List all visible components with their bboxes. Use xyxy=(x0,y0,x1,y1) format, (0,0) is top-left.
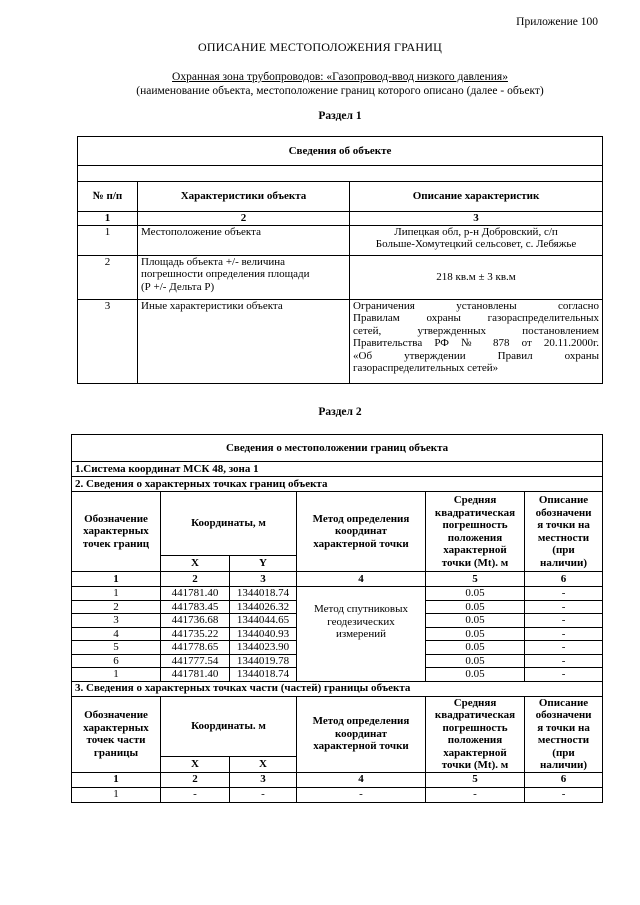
method-line: геодезических xyxy=(327,615,395,628)
table-row xyxy=(72,787,603,802)
char-line: Площадь объекта +/- величина xyxy=(141,255,286,268)
desc-line: Липецкая обл, р-н Добровский, с/п xyxy=(394,225,558,238)
point-desc: - xyxy=(525,668,603,682)
index-cell: 4 xyxy=(297,772,426,787)
index-cell: 5 xyxy=(426,572,525,587)
spacer-row xyxy=(78,166,603,182)
object-info-table-title: Сведения об объекте xyxy=(78,137,603,166)
row-num: 3 xyxy=(78,299,138,383)
method-line: измерений xyxy=(336,628,386,640)
point-x: 441736.68 xyxy=(161,614,230,628)
appendix-label: Приложение 100 xyxy=(516,16,598,28)
header-line: характерной точки xyxy=(313,537,409,550)
header-line: погрешность xyxy=(442,721,508,734)
row-char: Местоположение объекта xyxy=(138,225,350,255)
index-cell: 1 xyxy=(72,772,161,787)
boundary-table-title: Сведения о местоположении границ объекта xyxy=(72,435,603,462)
point-x: 441778.65 xyxy=(161,641,230,655)
index-cell: 3 xyxy=(350,212,603,226)
point-x: 441777.54 xyxy=(161,654,230,668)
index-cell: 6 xyxy=(525,572,603,587)
header-line: координат xyxy=(334,727,388,740)
object-name: Охранная зона трубопроводов: «Газопровод-ввод низкого давления» xyxy=(172,71,508,83)
header-line: погрешность xyxy=(442,519,508,531)
desc-line: «Об утверждении Правил охраны xyxy=(353,349,600,362)
point-name: 2 xyxy=(72,600,161,614)
index-cell: 3 xyxy=(230,772,297,787)
header-line: Средняя xyxy=(453,494,497,506)
parts-col-desc-header xyxy=(525,696,603,772)
object-caption: (наименование объекта, местоположение границ которого описано (далее - объект) xyxy=(136,85,544,97)
char-line: (Р +/- Дельта Р) xyxy=(141,280,215,293)
method-cell xyxy=(297,587,426,682)
header-line: Обозначение xyxy=(84,512,148,525)
point-desc: - xyxy=(525,600,603,614)
row-num: 1 xyxy=(78,225,138,255)
col-error-header xyxy=(426,492,525,572)
point-x: 441783.45 xyxy=(161,600,230,614)
header-line: (при xyxy=(552,544,575,556)
col-method-header xyxy=(297,492,426,572)
header-line: точек части xyxy=(86,734,146,746)
col-point-name-header xyxy=(72,492,161,572)
table-row xyxy=(72,587,603,601)
row-desc: 218 кв.м ± 3 кв.м xyxy=(350,255,603,299)
desc-line: сетей, утвержденных постановлением xyxy=(353,324,600,337)
header-line: квадратическая xyxy=(434,506,516,519)
col-coords-header: Координаты, м xyxy=(161,492,297,556)
row-char xyxy=(138,255,350,299)
header-line: местности xyxy=(537,734,590,746)
point-mt: 0.05 xyxy=(426,614,525,628)
header-line: я точки на xyxy=(537,721,590,734)
parts-col-y-header: X xyxy=(230,756,297,772)
header-line: местности xyxy=(537,531,590,544)
point-y: 1344040.93 xyxy=(230,627,297,641)
col-y-header: Y xyxy=(230,556,297,572)
desc-line: Больше-Хомутецкий сельсовет, с. Лебяжье xyxy=(375,238,577,250)
header-line: обозначени xyxy=(535,506,592,519)
part-point-name: 1 xyxy=(72,787,161,802)
coord-system-row: 1.Система координат МСК 48, зона 1 xyxy=(72,462,603,477)
point-mt: 0.05 xyxy=(426,627,525,641)
header-line: характерных xyxy=(83,525,149,538)
points-section-row: 2. Сведения о характерных точках границ объекта xyxy=(72,477,603,492)
header-line: (при xyxy=(552,746,575,759)
index-cell: 2 xyxy=(161,572,230,587)
point-mt: 0.05 xyxy=(426,600,525,614)
point-name: 1 xyxy=(72,587,161,601)
point-desc: - xyxy=(525,587,603,601)
index-cell: 6 xyxy=(525,772,603,787)
desc-line: газораспределительных сетей» xyxy=(353,362,499,374)
part-point-method: - xyxy=(297,787,426,802)
point-x: 441735.22 xyxy=(161,627,230,641)
header-line: характерных xyxy=(83,721,149,734)
header-line: положения xyxy=(447,734,503,746)
point-y: 1344026.32 xyxy=(230,600,297,614)
col-x-header: X xyxy=(161,556,230,572)
section1-title: Раздел 1 xyxy=(318,110,362,122)
point-desc: - xyxy=(525,614,603,628)
parts-section-row: 3. Сведения о характерных точках части (частей) границы объекта xyxy=(72,681,603,696)
part-point-desc: - xyxy=(525,787,603,802)
point-mt: 0.05 xyxy=(426,641,525,655)
point-x: 441781.40 xyxy=(161,587,230,601)
point-mt: 0.05 xyxy=(426,654,525,668)
point-y: 1344018.74 xyxy=(230,668,297,682)
desc-line: Ограничения установлены согласно xyxy=(353,299,600,312)
parts-col-method-header xyxy=(297,696,426,772)
desc-line: Правительства РФ № 878 от 20.11.2000г. xyxy=(353,337,600,349)
header-line: наличии) xyxy=(540,759,588,771)
index-cell: 2 xyxy=(138,212,350,226)
point-name: 3 xyxy=(72,614,161,628)
header-line: я точки на xyxy=(537,519,590,531)
point-name: 4 xyxy=(72,627,161,641)
index-cell: 3 xyxy=(230,572,297,587)
col-desc-header: Описание характеристик xyxy=(350,182,603,212)
point-name: 6 xyxy=(72,654,161,668)
part-point-x: - xyxy=(161,787,230,802)
part-point-mt: - xyxy=(426,787,525,802)
index-cell: 5 xyxy=(426,772,525,787)
parts-col-error-header xyxy=(426,696,525,772)
point-desc: - xyxy=(525,641,603,655)
header-line: Обозначение xyxy=(84,709,148,721)
point-y: 1344023.90 xyxy=(230,641,297,655)
row-desc xyxy=(350,225,603,255)
point-y: 1344044.65 xyxy=(230,614,297,628)
part-point-y: - xyxy=(230,787,297,802)
parts-col-x-header: X xyxy=(161,756,230,772)
header-line: границы xyxy=(93,746,139,759)
object-info-table xyxy=(77,136,603,384)
row-char: Иные характеристики объекта xyxy=(138,299,350,383)
header-line: обозначени xyxy=(535,709,592,721)
parts-col-name-header xyxy=(72,696,161,772)
parts-col-coords-header: Координаты. м xyxy=(161,696,297,756)
index-cell: 2 xyxy=(161,772,230,787)
header-line: Метод определения xyxy=(312,512,410,525)
col-desc-header xyxy=(525,492,603,572)
point-desc: - xyxy=(525,627,603,641)
desc-line: Правилам охраны газораспределительных xyxy=(353,312,600,324)
col-num-header: № п/п xyxy=(78,182,138,212)
char-line: погрешности определения площади xyxy=(141,268,310,280)
section2-title: Раздел 2 xyxy=(318,406,362,418)
col-char-header: Характеристики объекта xyxy=(138,182,350,212)
header-line: точки (Mt). м xyxy=(441,556,509,569)
header-line: Описание xyxy=(538,696,589,709)
point-mt: 0.05 xyxy=(426,668,525,682)
header-line: наличии) xyxy=(540,556,588,569)
header-line: координат xyxy=(334,525,388,538)
point-mt: 0.05 xyxy=(426,587,525,601)
header-line: характерной xyxy=(443,746,507,759)
document-title: ОПИСАНИЕ МЕСТОПОЛОЖЕНИЯ ГРАНИЦ xyxy=(198,40,442,54)
header-line: квадратическая xyxy=(434,709,516,721)
header-line: точек границ xyxy=(82,537,150,550)
point-desc: - xyxy=(525,654,603,668)
point-y: 1344019.78 xyxy=(230,654,297,668)
header-line: точки (Mt). м xyxy=(441,759,509,771)
header-line: положения xyxy=(447,531,503,544)
header-line: Средняя xyxy=(453,696,497,709)
index-cell: 4 xyxy=(297,572,426,587)
header-line: характерной точки xyxy=(313,740,409,753)
row-desc xyxy=(350,299,603,383)
index-cell: 1 xyxy=(72,572,161,587)
boundary-table xyxy=(71,434,603,803)
point-name: 5 xyxy=(72,641,161,655)
point-name: 1 xyxy=(72,668,161,682)
method-line: Метод спутниковых xyxy=(314,603,408,615)
header-line: Описание xyxy=(538,494,589,506)
point-x: 441781.40 xyxy=(161,668,230,682)
row-num: 2 xyxy=(78,255,138,299)
header-line: Метод определения xyxy=(312,715,410,728)
point-y: 1344018.74 xyxy=(230,587,297,601)
index-cell: 1 xyxy=(78,212,138,226)
header-line: характерной xyxy=(443,544,507,556)
